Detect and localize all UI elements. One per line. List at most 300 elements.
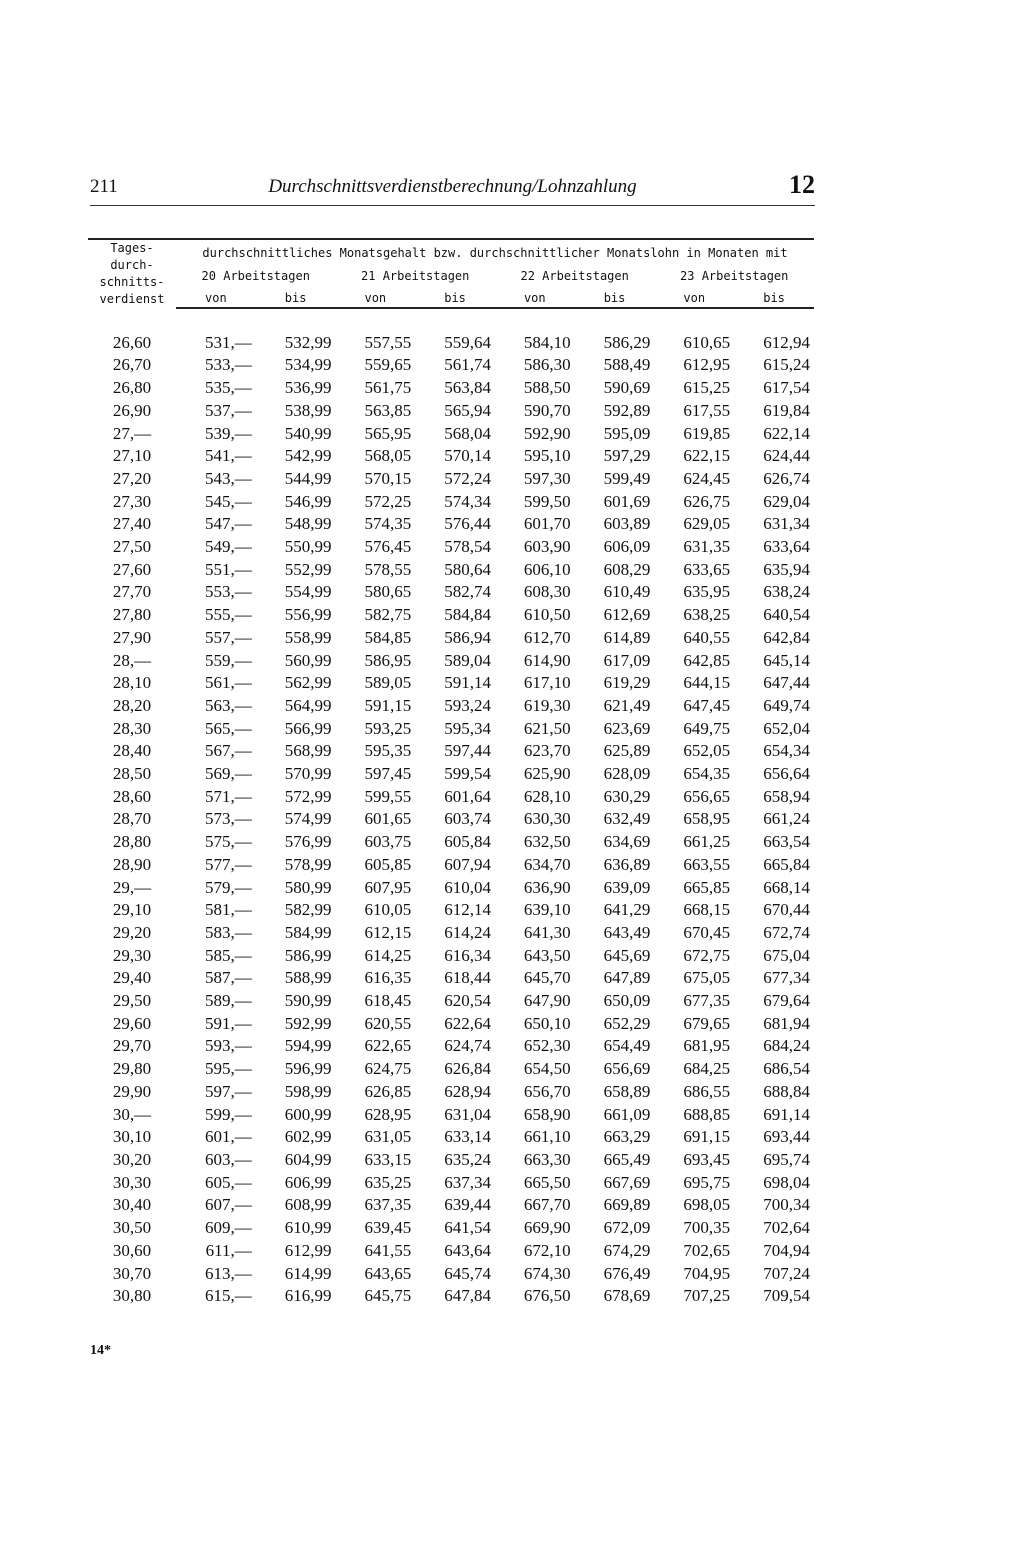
value-cell: 622,14 — [763, 423, 810, 443]
row-label-cell: 29,90 — [112, 1081, 152, 1101]
value-cell: 575,— — [204, 832, 252, 852]
value-cell: 550,99 — [284, 537, 332, 557]
value-cell: 581,— — [204, 900, 252, 920]
value-cell: 606,10 — [523, 559, 571, 579]
table-header — [88, 239, 814, 308]
row-label-cell: 29,30 — [112, 945, 152, 965]
value-cell: 603,74 — [444, 809, 491, 829]
value-cell: 552,99 — [284, 559, 332, 579]
value-cell: 616,34 — [444, 945, 491, 965]
value-cell: 658,95 — [683, 809, 731, 829]
value-cell: 661,24 — [763, 809, 810, 829]
value-cell: 702,64 — [763, 1218, 810, 1238]
value-cell: 589,04 — [444, 650, 491, 670]
value-cell: 586,95 — [364, 650, 412, 670]
value-cell: 570,99 — [284, 764, 332, 784]
table-row — [88, 854, 814, 877]
value-cell: 582,99 — [284, 900, 332, 920]
value-cell: 619,85 — [683, 423, 731, 443]
value-cell: 565,95 — [364, 423, 412, 443]
value-cell: 640,54 — [763, 605, 810, 625]
value-cell: 612,69 — [603, 605, 651, 625]
value-cell: 640,55 — [683, 627, 731, 647]
value-cell: 663,30 — [523, 1150, 571, 1169]
value-cell: 612,70 — [523, 627, 571, 647]
row-label-cell: 27,70 — [112, 582, 152, 602]
row-label-cell: 27,30 — [112, 491, 152, 511]
value-cell: 665,84 — [763, 854, 810, 874]
value-cell: 555,— — [204, 605, 252, 625]
value-cell: 674,29 — [603, 1240, 651, 1260]
value-cell: 595,09 — [603, 423, 651, 443]
value-cell: 667,70 — [523, 1195, 571, 1215]
value-cell: 629,04 — [763, 491, 810, 511]
value-cell: 558,99 — [284, 627, 332, 647]
value-cell: 593,— — [204, 1036, 252, 1056]
table-row — [88, 650, 814, 673]
value-cell: 614,24 — [444, 922, 491, 942]
value-cell: 601,70 — [523, 514, 571, 534]
value-cell: 596,99 — [284, 1059, 332, 1079]
running-head — [90, 170, 815, 206]
value-cell: 691,14 — [763, 1104, 810, 1124]
value-cell: 618,45 — [364, 991, 412, 1011]
value-cell: 675,05 — [683, 968, 731, 988]
row-label-cell: 29,50 — [112, 991, 152, 1011]
value-cell: 601,69 — [603, 491, 651, 511]
value-cell: 572,99 — [284, 786, 332, 806]
table-row — [88, 445, 814, 468]
row-label-cell: 28,80 — [112, 832, 152, 852]
table-row — [88, 423, 814, 446]
value-cell: 677,35 — [683, 991, 731, 1011]
value-cell: 679,64 — [763, 991, 810, 1011]
value-cell: 650,09 — [603, 991, 651, 1011]
value-cell: 580,65 — [364, 582, 412, 602]
value-cell: 619,29 — [603, 673, 651, 693]
value-cell: 578,54 — [444, 537, 491, 557]
value-cell: 672,75 — [683, 945, 731, 965]
row-label-cell: 29,20 — [112, 922, 152, 942]
value-cell: 577,— — [204, 854, 252, 874]
value-cell: 616,99 — [284, 1286, 332, 1306]
row-label-cell: 29,40 — [112, 968, 152, 988]
value-cell: 591,— — [204, 1013, 252, 1033]
value-cell: 631,35 — [683, 537, 731, 557]
value-cell: 572,24 — [444, 468, 491, 488]
table-row — [88, 332, 814, 355]
value-cell: 631,04 — [444, 1104, 491, 1124]
row-label-cell: 30,30 — [112, 1172, 152, 1192]
value-cell: 684,25 — [683, 1059, 731, 1079]
stub-header-line: schnitts- — [99, 275, 165, 289]
value-cell: 621,49 — [603, 695, 651, 715]
row-label-cell: 26,90 — [112, 400, 152, 420]
value-cell: 557,55 — [364, 332, 412, 352]
value-cell: 647,84 — [444, 1286, 491, 1306]
table-row — [88, 491, 814, 514]
table-row — [88, 559, 814, 582]
table-row — [88, 627, 814, 650]
table-row — [88, 536, 814, 559]
row-label-cell: 27,10 — [112, 446, 152, 466]
table-row — [88, 718, 814, 741]
group-header-20: 20 Arbeitstagen — [201, 268, 310, 283]
value-cell: 588,50 — [523, 378, 571, 398]
value-cell: 544,99 — [284, 468, 332, 488]
table-row — [88, 808, 814, 831]
value-cell: 624,44 — [763, 446, 810, 466]
row-label-cell: 27,90 — [112, 627, 152, 647]
value-cell: 556,99 — [284, 605, 332, 625]
value-cell: 579,— — [204, 877, 252, 897]
value-cell: 691,15 — [683, 1127, 731, 1147]
value-cell: 700,34 — [763, 1195, 810, 1215]
value-cell: 554,99 — [284, 582, 332, 602]
value-cell: 645,75 — [364, 1286, 412, 1306]
value-cell: 603,89 — [603, 514, 651, 534]
value-cell: 658,90 — [523, 1104, 571, 1124]
value-cell: 672,10 — [523, 1240, 571, 1260]
value-cell: 649,75 — [683, 718, 731, 738]
value-cell: 612,94 — [763, 332, 810, 352]
value-cell: 619,30 — [523, 695, 571, 715]
value-cell: 607,— — [204, 1195, 252, 1215]
row-label-cell: 28,70 — [112, 809, 152, 829]
value-cell: 642,85 — [683, 650, 731, 670]
value-cell: 583,— — [204, 922, 252, 942]
header-rule — [90, 205, 815, 206]
value-cell: 643,65 — [364, 1263, 412, 1283]
value-cell: 604,99 — [284, 1150, 332, 1169]
value-cell: 574,99 — [284, 809, 332, 829]
value-cell: 584,84 — [444, 605, 491, 625]
value-cell: 628,09 — [603, 764, 651, 784]
value-cell: 656,69 — [603, 1059, 651, 1079]
value-cell: 679,65 — [683, 1013, 731, 1033]
table-row — [88, 945, 814, 968]
value-cell: 654,50 — [523, 1059, 571, 1079]
value-cell: 536,99 — [284, 378, 332, 398]
value-cell: 590,69 — [603, 378, 651, 398]
value-cell: 571,— — [204, 786, 252, 806]
row-label-cell: 26,70 — [112, 355, 152, 375]
subheader-bis: bis — [256, 285, 336, 308]
value-cell: 635,25 — [364, 1172, 412, 1192]
value-cell: 587,— — [204, 968, 252, 988]
value-cell: 601,— — [204, 1127, 252, 1147]
value-cell: 566,99 — [284, 718, 332, 738]
value-cell: 603,90 — [523, 537, 571, 557]
value-cell: 538,99 — [284, 400, 332, 420]
value-cell: 615,25 — [683, 378, 731, 398]
value-cell: 553,— — [204, 582, 252, 602]
value-cell: 633,65 — [683, 559, 731, 579]
value-cell: 688,85 — [683, 1104, 731, 1124]
value-cell: 578,55 — [364, 559, 412, 579]
row-label-cell: 27,60 — [112, 559, 152, 579]
value-cell: 573,— — [204, 809, 252, 829]
row-label-cell: 30,70 — [112, 1263, 152, 1283]
value-cell: 584,85 — [364, 627, 412, 647]
page-number: 211 — [90, 176, 118, 197]
value-cell: 663,55 — [683, 854, 731, 874]
value-cell: 667,69 — [603, 1172, 651, 1192]
value-cell: 645,69 — [603, 945, 651, 965]
table-row — [88, 1149, 814, 1172]
group-header-21: 21 Arbeitstagen — [361, 268, 470, 283]
value-cell: 532,99 — [284, 332, 332, 352]
table-row — [88, 400, 814, 423]
row-label-cell: 29,80 — [112, 1059, 152, 1079]
value-cell: 684,24 — [763, 1036, 810, 1056]
value-cell: 634,70 — [523, 854, 571, 874]
running-title: Durchschnittsverdienstberechnung/Lohnzahlung — [268, 176, 637, 197]
value-cell: 608,29 — [603, 559, 651, 579]
value-cell: 654,34 — [763, 741, 810, 761]
value-cell: 681,95 — [683, 1036, 731, 1056]
value-cell: 635,24 — [444, 1150, 491, 1169]
value-cell: 602,99 — [284, 1127, 332, 1147]
value-cell: 607,95 — [364, 877, 412, 897]
table-row — [88, 1035, 814, 1058]
value-cell: 663,54 — [763, 832, 810, 852]
value-cell: 681,94 — [763, 1013, 810, 1033]
value-cell: 597,45 — [364, 764, 412, 784]
row-label-cell: 30,40 — [112, 1195, 152, 1215]
value-cell: 610,50 — [523, 605, 571, 625]
value-cell: 592,99 — [284, 1013, 332, 1033]
value-cell: 589,05 — [364, 673, 412, 693]
value-cell: 560,99 — [284, 650, 332, 670]
earnings-table — [88, 238, 814, 1308]
value-cell: 561,— — [204, 673, 252, 693]
table-row — [88, 513, 814, 536]
value-cell: 643,50 — [523, 945, 571, 965]
value-cell: 599,— — [204, 1104, 252, 1124]
value-cell: 631,05 — [364, 1127, 412, 1147]
value-cell: 584,99 — [284, 922, 332, 942]
row-label-cell: 27,20 — [112, 468, 152, 488]
value-cell: 707,24 — [763, 1263, 810, 1283]
row-label-cell: 27,— — [112, 423, 152, 443]
value-cell: 608,30 — [523, 582, 571, 602]
value-cell: 628,10 — [523, 786, 571, 806]
value-cell: 547,— — [204, 514, 252, 534]
table-row — [88, 1104, 814, 1127]
table-row — [88, 1263, 814, 1286]
value-cell: 678,69 — [603, 1286, 651, 1306]
value-cell: 608,99 — [284, 1195, 332, 1215]
table-row — [88, 1194, 814, 1217]
value-cell: 559,65 — [364, 355, 412, 375]
value-cell: 674,30 — [523, 1263, 571, 1283]
value-cell: 617,55 — [683, 400, 731, 420]
value-cell: 670,44 — [763, 900, 810, 920]
table-row — [88, 1081, 814, 1104]
value-cell: 652,30 — [523, 1036, 571, 1056]
value-cell: 610,49 — [603, 582, 651, 602]
value-cell: 639,09 — [603, 877, 651, 897]
value-cell: 597,30 — [523, 468, 571, 488]
value-cell: 617,09 — [603, 650, 651, 670]
value-cell: 615,24 — [763, 355, 810, 375]
table-row — [88, 468, 814, 491]
value-cell: 637,35 — [364, 1195, 412, 1215]
value-cell: 652,05 — [683, 741, 731, 761]
value-cell: 586,30 — [523, 355, 571, 375]
value-cell: 546,99 — [284, 491, 332, 511]
value-cell: 620,54 — [444, 991, 491, 1011]
row-label-cell: 30,— — [112, 1104, 152, 1124]
value-cell: 590,70 — [523, 400, 571, 420]
table-row — [88, 1240, 814, 1263]
value-cell: 633,14 — [444, 1127, 491, 1147]
value-cell: 622,65 — [364, 1036, 412, 1056]
table-row — [88, 1126, 814, 1149]
value-cell: 686,55 — [683, 1081, 731, 1101]
table-row — [88, 786, 814, 809]
value-cell: 586,99 — [284, 945, 332, 965]
value-cell: 537,— — [204, 400, 252, 420]
value-cell: 635,95 — [683, 582, 731, 602]
row-label-cell: 27,80 — [112, 605, 152, 625]
value-cell: 595,10 — [523, 446, 571, 466]
value-cell: 658,94 — [763, 786, 810, 806]
value-cell: 621,50 — [523, 718, 571, 738]
value-cell: 641,30 — [523, 922, 571, 942]
table-row — [88, 740, 814, 763]
value-cell: 668,15 — [683, 900, 731, 920]
value-cell: 600,99 — [284, 1104, 332, 1124]
value-cell: 643,49 — [603, 922, 651, 942]
row-label-cell: 29,70 — [112, 1036, 152, 1056]
table-row — [88, 1013, 814, 1036]
value-cell: 698,05 — [683, 1195, 731, 1215]
value-cell: 654,35 — [683, 764, 731, 784]
value-cell: 695,74 — [763, 1150, 810, 1169]
value-cell: 594,99 — [284, 1036, 332, 1056]
subheader-von: von — [654, 285, 734, 308]
value-cell: 614,25 — [364, 945, 412, 965]
value-cell: 639,10 — [523, 900, 571, 920]
value-cell: 568,99 — [284, 741, 332, 761]
table-row — [88, 581, 814, 604]
value-cell: 670,45 — [683, 922, 731, 942]
value-cell: 634,69 — [603, 832, 651, 852]
value-cell: 582,74 — [444, 582, 491, 602]
value-cell: 578,99 — [284, 854, 332, 874]
stub-header — [88, 239, 176, 308]
value-cell: 665,49 — [603, 1150, 651, 1169]
chapter-number: 12 — [789, 170, 815, 199]
value-cell: 637,34 — [444, 1172, 491, 1192]
row-label-cell: 29,10 — [112, 900, 152, 920]
value-cell: 647,90 — [523, 991, 571, 1011]
value-cell: 570,14 — [444, 446, 491, 466]
row-label-cell: 28,10 — [112, 673, 152, 693]
value-cell: 676,49 — [603, 1263, 651, 1283]
value-cell: 599,49 — [603, 468, 651, 488]
row-label-cell: 30,60 — [112, 1240, 152, 1260]
value-cell: 593,25 — [364, 718, 412, 738]
table-row — [88, 695, 814, 718]
value-cell: 563,— — [204, 695, 252, 715]
value-cell: 612,14 — [444, 900, 491, 920]
table-body — [88, 308, 814, 1308]
value-cell: 635,94 — [763, 559, 810, 579]
value-cell: 592,89 — [603, 400, 651, 420]
value-cell: 641,55 — [364, 1240, 412, 1260]
value-cell: 614,90 — [523, 650, 571, 670]
value-cell: 625,90 — [523, 764, 571, 784]
value-cell: 531,— — [204, 332, 252, 352]
table-row — [88, 672, 814, 695]
value-cell: 545,— — [204, 491, 252, 511]
value-cell: 562,99 — [284, 673, 332, 693]
value-cell: 707,25 — [683, 1286, 731, 1306]
value-cell: 626,75 — [683, 491, 731, 511]
value-cell: 589,— — [204, 991, 252, 1011]
value-cell: 585,— — [204, 945, 252, 965]
value-cell: 652,04 — [763, 718, 810, 738]
value-cell: 645,14 — [763, 650, 810, 670]
value-cell: 617,54 — [763, 378, 810, 398]
subheader-bis: bis — [575, 285, 655, 308]
value-cell: 606,09 — [603, 537, 651, 557]
value-cell: 704,94 — [763, 1240, 810, 1260]
value-cell: 649,74 — [763, 695, 810, 715]
value-cell: 636,90 — [523, 877, 571, 897]
value-cell: 569,— — [204, 764, 252, 784]
row-label-cell: 27,40 — [112, 514, 152, 534]
row-label-cell: 30,20 — [112, 1150, 152, 1169]
value-cell: 584,10 — [523, 332, 571, 352]
value-cell: 613,— — [204, 1263, 252, 1283]
value-cell: 616,35 — [364, 968, 412, 988]
value-cell: 595,34 — [444, 718, 491, 738]
value-cell: 586,94 — [444, 627, 491, 647]
value-cell: 672,09 — [603, 1218, 651, 1238]
row-label-cell: 26,60 — [112, 332, 152, 352]
row-label-cell: 30,50 — [112, 1218, 152, 1238]
value-cell: 654,49 — [603, 1036, 651, 1056]
value-cell: 647,45 — [683, 695, 731, 715]
row-label-cell: 28,50 — [112, 764, 152, 784]
value-cell: 601,64 — [444, 786, 491, 806]
value-cell: 618,44 — [444, 968, 491, 988]
value-cell: 636,89 — [603, 854, 651, 874]
value-cell: 595,— — [204, 1059, 252, 1079]
value-cell: 574,35 — [364, 514, 412, 534]
table-row — [88, 604, 814, 627]
value-cell: 603,75 — [364, 832, 412, 852]
value-cell: 612,99 — [284, 1240, 332, 1260]
row-label-cell: 30,10 — [112, 1127, 152, 1147]
value-cell: 599,50 — [523, 491, 571, 511]
value-cell: 590,99 — [284, 991, 332, 1011]
value-cell: 617,10 — [523, 673, 571, 693]
value-cell: 700,35 — [683, 1218, 731, 1238]
table-row — [88, 877, 814, 900]
value-cell: 631,34 — [763, 514, 810, 534]
value-cell: 597,— — [204, 1081, 252, 1101]
value-cell: 661,09 — [603, 1104, 651, 1124]
value-cell: 624,74 — [444, 1036, 491, 1056]
value-cell: 559,64 — [444, 332, 491, 352]
value-cell: 639,45 — [364, 1218, 412, 1238]
value-cell: 599,55 — [364, 786, 412, 806]
